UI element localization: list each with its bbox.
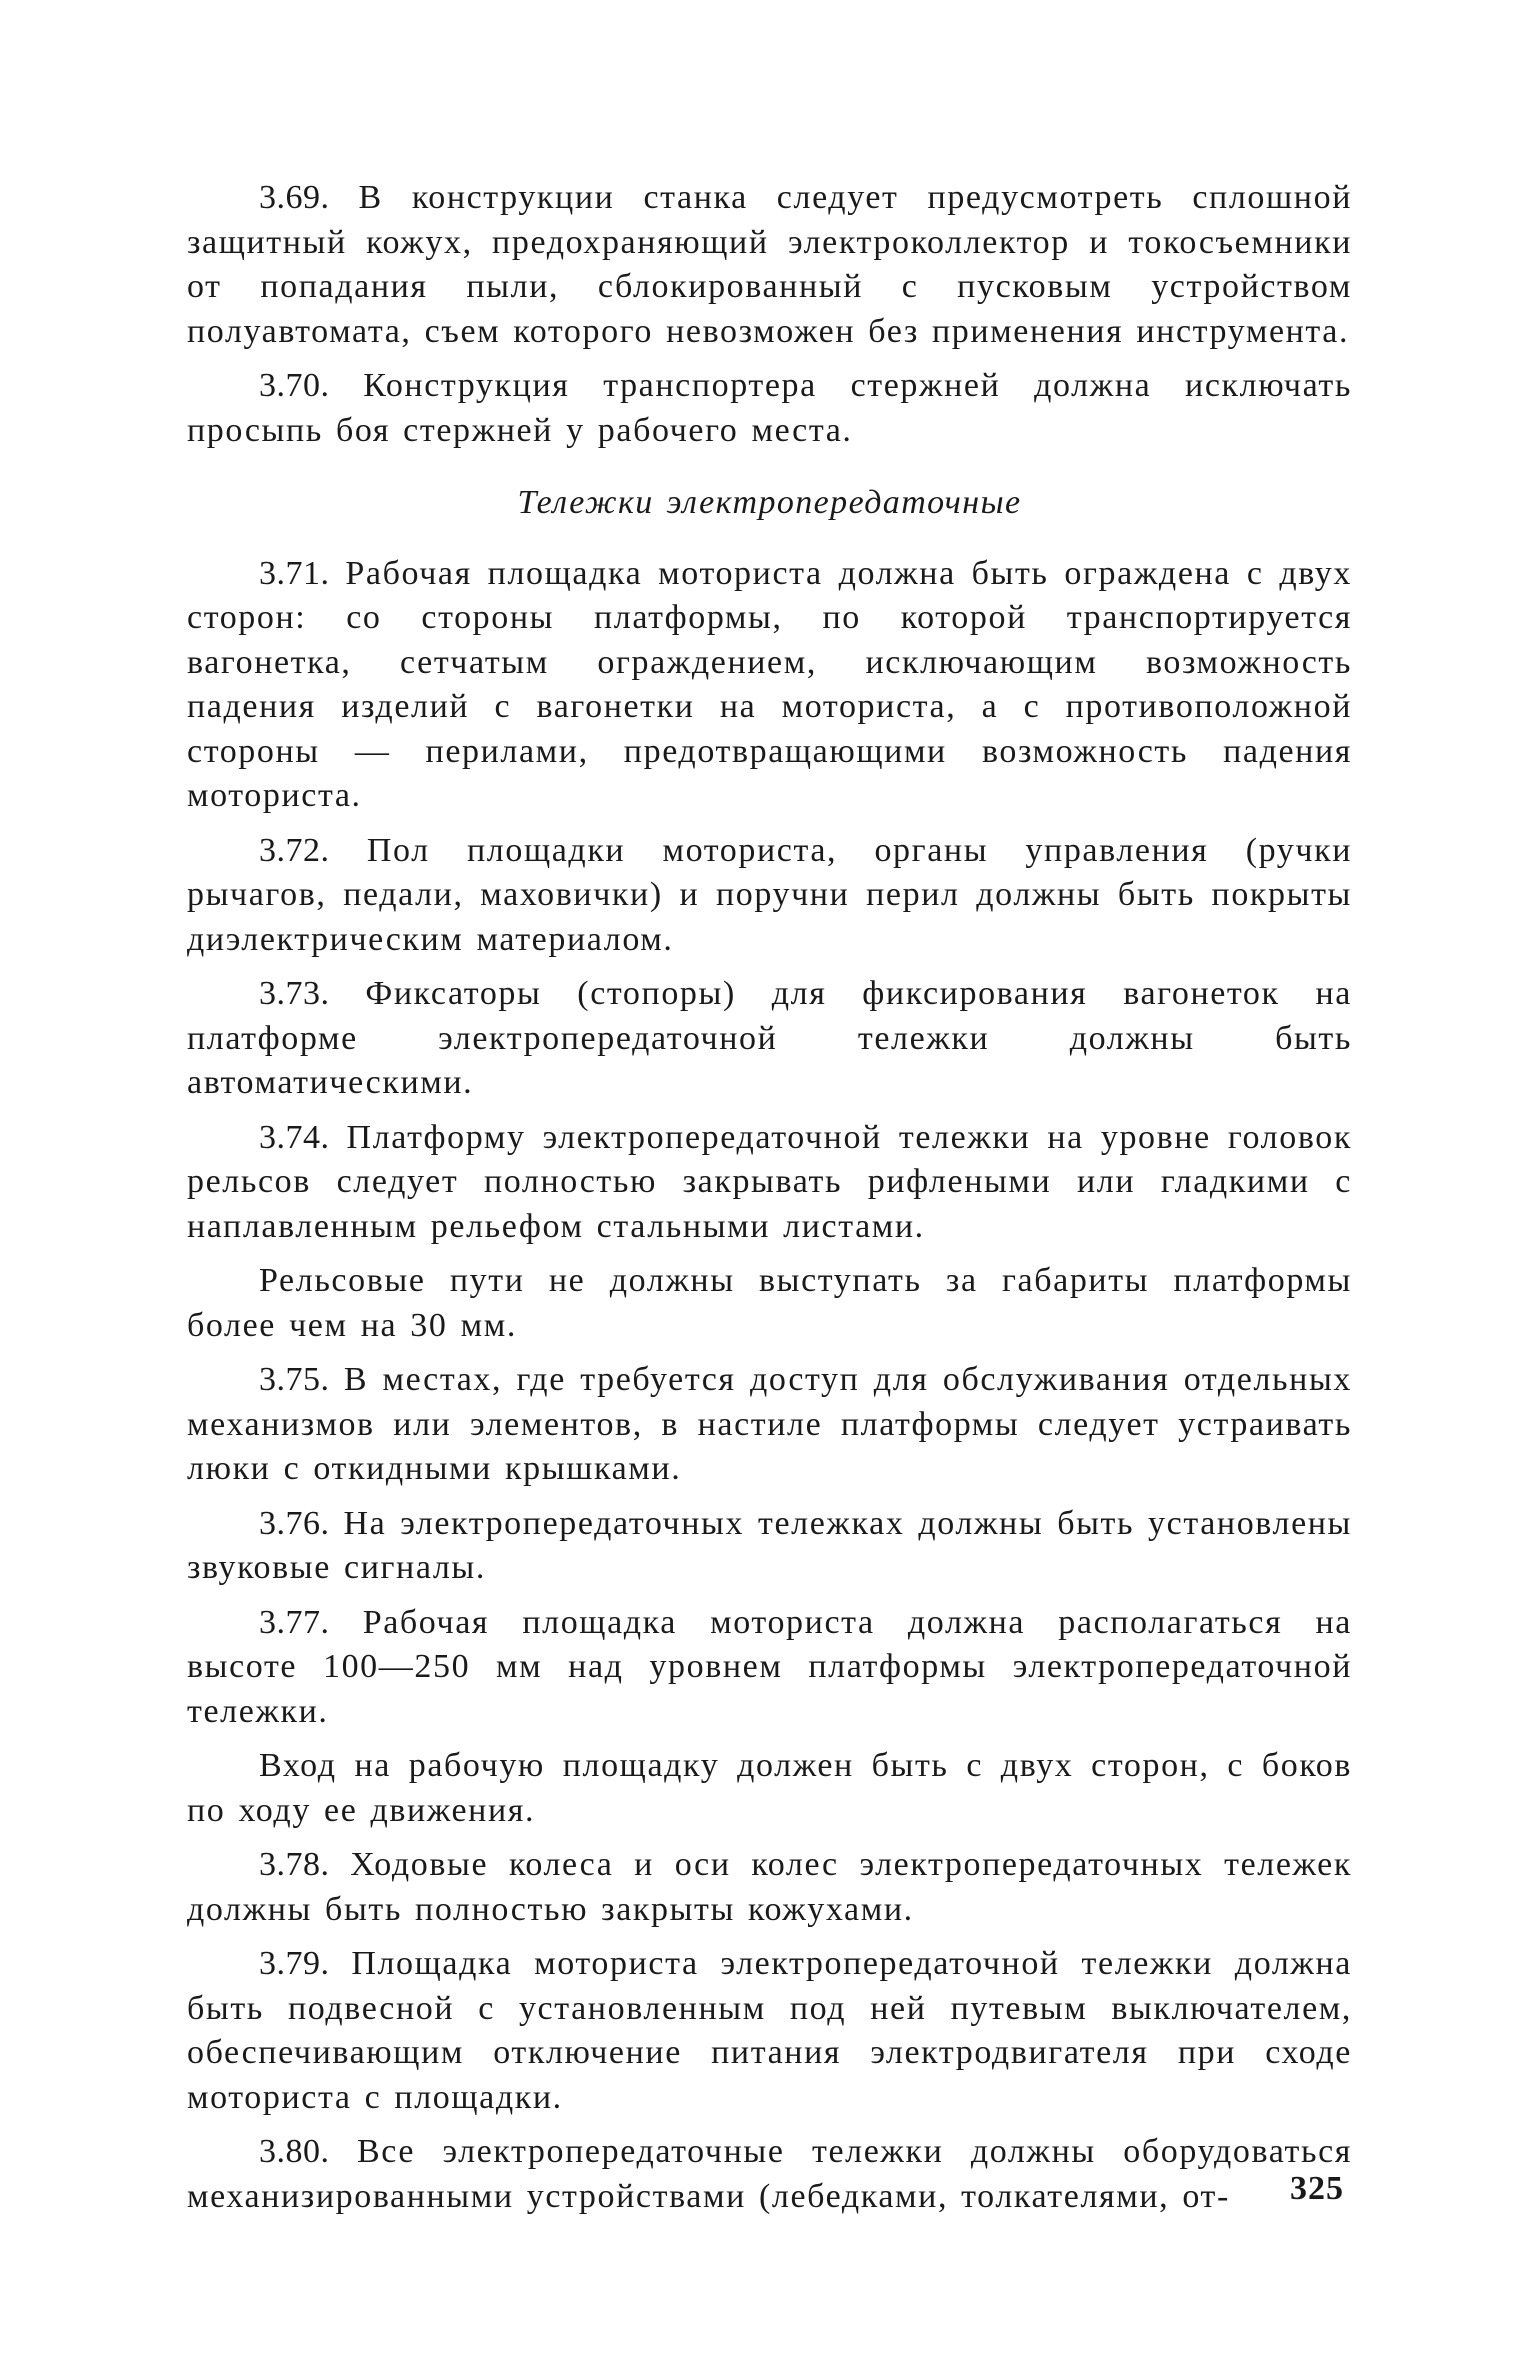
paragraph-3-74 bbox=[187, 1116, 1352, 1250]
paragraph-3-69 bbox=[187, 176, 1352, 354]
clause-number: 3.72. bbox=[259, 831, 330, 869]
clause-number: 3.71. bbox=[259, 554, 330, 592]
clause-text: Рабочая площадка моториста должна быть ограждена с двух сторон: со стороны платформы, по которой транспортируется вагонетка, сетчатым ограждением, исключающим возможность падения изделий с вагонетки на моториста, а с противоположной стороны — перилами, предотвращающими возможность падения моториста. bbox=[187, 554, 1352, 814]
clause-text: Рабочая площадка моториста должна располагаться на высоте 100—250 мм над уровнем платформы электропередаточной тележки. bbox=[187, 1603, 1352, 1730]
paragraph-3-79 bbox=[187, 1942, 1352, 2120]
clause-number: 3.80. bbox=[259, 2133, 330, 2170]
clause-number: 3.78. bbox=[259, 1846, 330, 1883]
clause-number: 3.74. bbox=[259, 1118, 330, 1156]
clause-number: 3.76. bbox=[259, 1504, 330, 1542]
section-title: Тележки электропередаточные bbox=[517, 484, 1022, 521]
paragraph-3-73 bbox=[187, 972, 1352, 1106]
document-page bbox=[187, 176, 1352, 2229]
paragraph-3-76 bbox=[187, 1502, 1352, 1591]
paragraph-3-77 bbox=[187, 1601, 1352, 1735]
clause-number: 3.75. bbox=[259, 1361, 330, 1398]
paragraph-3-72 bbox=[187, 829, 1352, 963]
clause-text: Конструкция транспортера стержней должна исключать просыпь боя стержней у рабочего места. bbox=[187, 367, 1352, 449]
page-number: 325 bbox=[1290, 2170, 1344, 2207]
clause-number: 3.73. bbox=[259, 975, 330, 1012]
clause-text: Пол площадки моториста, органы управления (ручки рычагов, педали, маховички) и поручни перил должны быть покрыты диэлектрическим материалом. bbox=[187, 831, 1353, 958]
paragraph-3-77-continued bbox=[187, 1744, 1352, 1833]
clause-text: В местах, где требуется доступ для обслуживания отдельных механизмов или элементов, в настиле платформы следует устраивать люки с откидными крышками. bbox=[187, 1361, 1352, 1487]
paragraph-3-71 bbox=[187, 552, 1352, 819]
paragraph-3-78 bbox=[187, 1843, 1352, 1932]
clause-text: Фиксаторы (стопоры) для фиксирования вагонеток на платформе электропередаточной тележки должны быть автоматическими. bbox=[187, 975, 1352, 1101]
paragraph-3-75 bbox=[187, 1358, 1352, 1492]
clause-number: 3.79. bbox=[259, 1945, 330, 1982]
clause-text: Вход на рабочую площадку должен быть с двух сторон, с боков по ходу ее движения. bbox=[187, 1747, 1352, 1829]
clause-text: На электропередаточных тележках должны быть установлены звуковые сигналы. bbox=[187, 1504, 1352, 1586]
clause-text: Ходовые колеса и оси колес электропередаточных тележек должны быть полностью закрыты кожухами. bbox=[187, 1846, 1352, 1928]
clause-number: 3.77. bbox=[259, 1603, 330, 1641]
clause-text: В конструкции станка следует предусмотреть сплошной защитный кожух, предохраняющий электроколлектор и токосъемники от попадания пыли, сблокированный с пусковым устройством полуавтомата, съем которого невозможен без применения инструмента. bbox=[187, 179, 1352, 350]
clause-text: Площадка моториста электропередаточной тележки должна быть подвесной с установленным под ней путевым выключателем, обеспечивающим отключение питания электродвигателя при сходе моториста с площадки. bbox=[187, 1945, 1352, 2116]
clause-number: 3.70. bbox=[259, 367, 330, 404]
paragraph-3-80 bbox=[187, 2130, 1352, 2219]
clause-number: 3.69. bbox=[259, 179, 330, 216]
paragraph-3-70 bbox=[187, 364, 1352, 453]
clause-text: Рельсовые пути не должны выступать за габариты платформы более чем на 30 мм. bbox=[187, 1262, 1352, 1344]
clause-text: Все электропередаточные тележки должны оборудоваться механизированными устройствами (лебедками, толкателями, от- bbox=[187, 2133, 1353, 2215]
clause-text: Платформу электропередаточной тележки на уровне головок рельсов следует полностью закрывать рифлеными или гладкими с наплавленным рельефом стальными листами. bbox=[187, 1118, 1352, 1245]
paragraph-3-74-continued bbox=[187, 1259, 1352, 1348]
